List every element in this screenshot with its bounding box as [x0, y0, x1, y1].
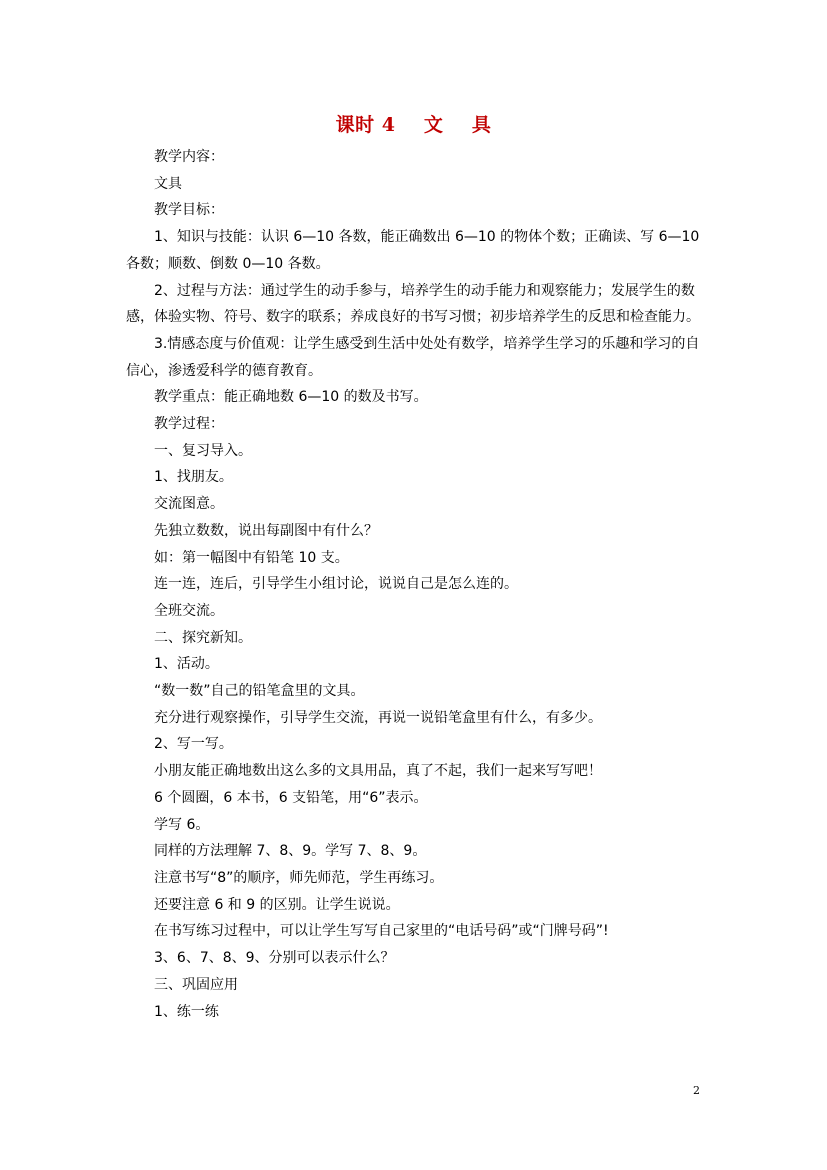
paragraph: 学写 6。	[154, 816, 210, 833]
paragraph: 教学目标：	[154, 202, 224, 219]
paragraph: 1、知识与技能：认识 6—10 各数，能正确数出 6—10 的物体个数；正确读、写 6—10 各数；顺数、倒数 0—10 各数。	[126, 229, 700, 272]
paragraph: 交流图意。	[154, 496, 224, 513]
paragraph: 小朋友能正确地数出这么多的文具用品，真了不起，我们一起来写写吧！	[154, 763, 602, 780]
paragraph: “数一数”自己的铅笔盒里的文具。	[154, 683, 365, 700]
paragraph: 教学过程：	[154, 416, 224, 433]
paragraph: 一、复习导入。	[154, 442, 252, 459]
paragraph: 还要注意 6 和 9 的区别。让学生说说。	[154, 896, 400, 913]
paragraph: 教学重点：能正确地数 6—10 的数及书写。	[154, 389, 428, 406]
paragraph: 先独立数数，说出每副图中有什么？	[154, 522, 378, 539]
paragraph: 教学内容：	[154, 149, 224, 165]
paragraph: 三、巩固应用	[154, 976, 238, 993]
lesson-body	[126, 144, 706, 1025]
paragraph: 2、写一写。	[154, 736, 233, 753]
paragraph: 充分进行观察操作，引导学生交流，再说一说铅笔盒里有什么，有多少。	[154, 709, 602, 726]
lesson-title: 课时 4 文 具	[335, 114, 492, 136]
paragraph: 1、活动。	[154, 656, 219, 673]
paragraph: 2、过程与方法：通过学生的动手参与，培养学生的动手能力和观察能力；发展学生的数感，体验实物、符号、数字的联系；养成良好的书写习惯；初步培养学生的反思和检查能力。	[126, 282, 700, 326]
paragraph: 注意书写“8”的顺序，师先师范，学生再练习。	[154, 869, 444, 886]
page-number: 2	[693, 1084, 700, 1097]
paragraph: 1、找朋友。	[154, 469, 233, 486]
paragraph: 全班交流。	[154, 602, 224, 619]
paragraph: 3.情感态度与价值观：让学生感受到生活中处处有数学，培养学生学习的乐趣和学习的自信心，渗透爱科学的德育教育。	[126, 335, 700, 379]
paragraph: 3、6、7、8、9、分别可以表示什么？	[154, 950, 395, 967]
paragraph: 6 个圆圈，6 本书，6 支铅笔，用“6”表示。	[154, 789, 428, 806]
paragraph: 1、练一练	[154, 1003, 219, 1020]
paragraph: 二、探究新知。	[154, 629, 252, 646]
paragraph: 如：第一幅图中有铅笔 10 支。	[154, 549, 349, 566]
paragraph: 文具	[154, 175, 182, 192]
paragraph: 同样的方法理解 7、8、9。学写 7、8、9。	[154, 843, 427, 860]
paragraph: 在书写练习过程中，可以让学生写写自己家里的“电话号码”或“门牌号码”!	[154, 923, 609, 940]
paragraph: 连一连，连后，引导学生小组讨论，说说自己是怎么连的。	[154, 576, 518, 593]
